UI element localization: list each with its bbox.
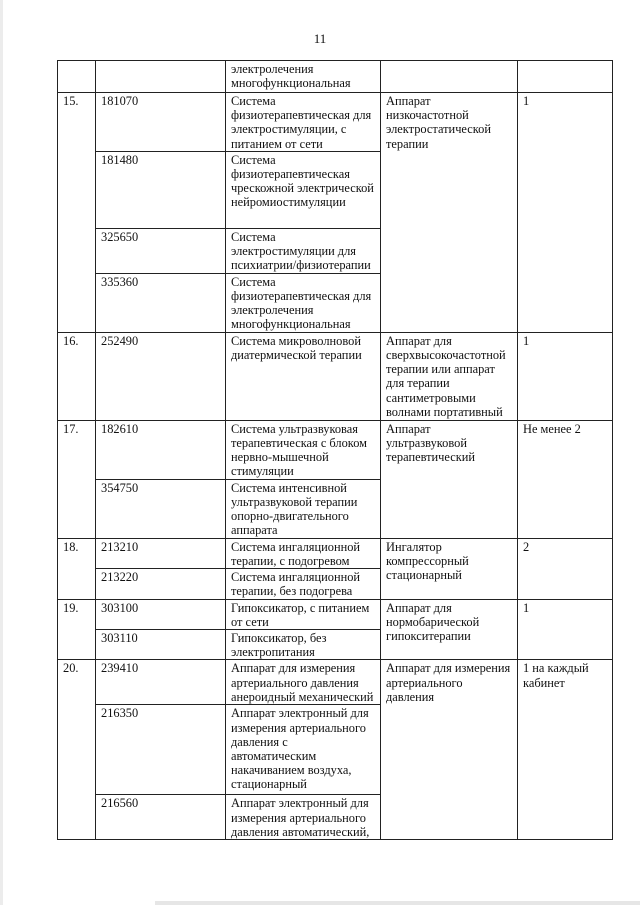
name-cell: Аппарат электронный для измерения артериального давления с автоматическим накачиванием воздуха, стационарный [226, 705, 381, 795]
name-cell: Аппарат электронный для измерения артериального давления автоматический, [226, 795, 381, 840]
table-row [58, 332, 613, 420]
page-number: 11 [313, 31, 327, 46]
code-cell: 181070 [96, 93, 226, 152]
equipment-cell: Аппарат низкочастотной электростатической терапии [381, 93, 518, 333]
equipment-cell: Аппарат для сверхвысокочастотной терапии или аппарат для терапии сантиметровыми волнами портативный [381, 332, 518, 420]
scan-edge [0, 0, 3, 905]
row-number-cell: 17. [58, 420, 96, 538]
code-cell: 181480 [96, 151, 226, 228]
name-cell: Система физиотерапевтическая для электростимуляции, с питанием от сети [226, 93, 381, 152]
code-cell: 216350 [96, 705, 226, 795]
name-cell: Система ингаляционной терапии, с подогревом [226, 538, 381, 568]
name-cell: Система интенсивной ультразвуковой терапии опорно-двигательного аппарата [226, 479, 381, 538]
code-cell [96, 61, 226, 93]
table-row [58, 61, 613, 93]
equipment-table [57, 60, 613, 840]
row-number-cell: 18. [58, 538, 96, 599]
equipment-cell [381, 61, 518, 93]
equipment-cell: Аппарат для нормобарической гипокситерапии [381, 599, 518, 660]
name-cell: Система физиотерапевтическая для электролечения многофункциональная [226, 273, 381, 332]
quantity-cell: 1 на каждый кабинет [518, 660, 613, 840]
row-number-cell: 20. [58, 660, 96, 840]
name-cell: Система физиотерапевтическая чрескожной электрической нейромиостимуляции [226, 151, 381, 228]
code-cell: 216560 [96, 795, 226, 840]
code-cell: 252490 [96, 332, 226, 420]
code-cell: 325650 [96, 228, 226, 273]
row-number-cell [58, 61, 96, 93]
row-number-cell: 19. [58, 599, 96, 660]
name-cell: Аппарат для измерения артериального давления анероидный механический [226, 660, 381, 705]
table-row [58, 599, 613, 629]
code-cell: 213210 [96, 538, 226, 568]
table-row [58, 93, 613, 152]
quantity-cell: Не менее 2 [518, 420, 613, 538]
equipment-cell: Аппарат ультразвуковой терапевтический [381, 420, 518, 538]
code-cell: 182610 [96, 420, 226, 479]
table-row [58, 660, 613, 705]
quantity-cell: 2 [518, 538, 613, 599]
quantity-cell: 1 [518, 332, 613, 420]
name-cell: Гипоксикатор, без электропитания [226, 630, 381, 660]
name-cell: Система ультразвуковая терапевтическая с блоком нервно-мышечной стимуляции [226, 420, 381, 479]
quantity-cell [518, 61, 613, 93]
quantity-cell: 1 [518, 93, 613, 333]
code-cell: 354750 [96, 479, 226, 538]
name-cell: электролечения многофункциональная [226, 61, 381, 93]
code-cell: 213220 [96, 569, 226, 599]
name-cell: Гипоксикатор, с питанием от сети [226, 599, 381, 629]
scan-edge [155, 901, 640, 905]
table-row [58, 538, 613, 568]
quantity-cell: 1 [518, 599, 613, 660]
row-number-cell: 15. [58, 93, 96, 333]
table-row [58, 420, 613, 479]
name-cell: Система электростимуляции для психиатрии/физиотерапии [226, 228, 381, 273]
code-cell: 303100 [96, 599, 226, 629]
name-cell: Система ингаляционной терапии, без подогрева [226, 569, 381, 599]
equipment-cell: Ингалятор компрессорный стационарный [381, 538, 518, 599]
equipment-cell: Аппарат для измерения артериального давления [381, 660, 518, 840]
code-cell: 335360 [96, 273, 226, 332]
code-cell: 239410 [96, 660, 226, 705]
name-cell: Система микроволновой диатермической терапии [226, 332, 381, 420]
row-number-cell: 16. [58, 332, 96, 420]
code-cell: 303110 [96, 630, 226, 660]
